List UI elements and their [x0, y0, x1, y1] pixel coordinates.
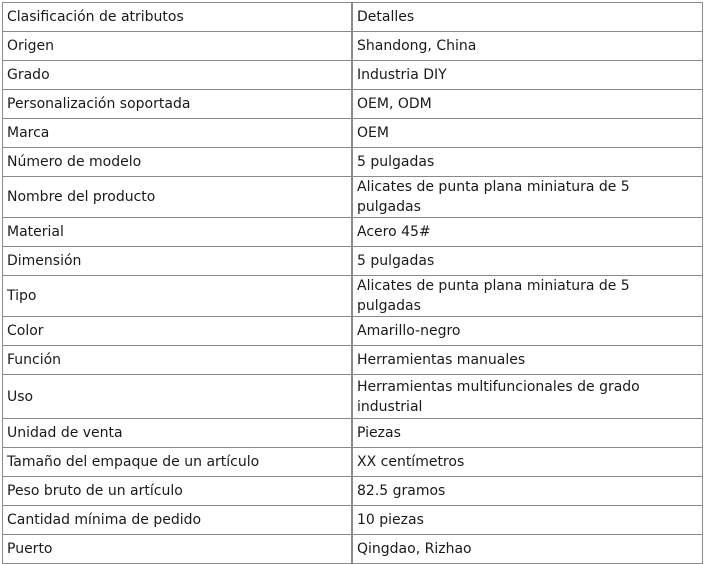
attribute-cell: Marca [3, 119, 352, 148]
table-row [3, 535, 703, 564]
table-row [3, 32, 703, 61]
attribute-cell: Uso [3, 375, 352, 419]
table-row [3, 218, 703, 247]
attribute-cell: Origen [3, 32, 352, 61]
detail-cell: Amarillo-negro [352, 317, 703, 346]
attribute-cell: Personalización soportada [3, 90, 352, 119]
detail-cell: 82.5 gramos [352, 477, 703, 506]
table-row [3, 506, 703, 535]
attribute-cell: Peso bruto de un artículo [3, 477, 352, 506]
detail-cell: Qingdao, Rizhao [352, 535, 703, 564]
detail-cell: OEM [352, 119, 703, 148]
detail-cell: Herramientas manuales [352, 346, 703, 375]
table-row [3, 177, 703, 218]
detail-cell: Industria DIY [352, 61, 703, 90]
attribute-cell: Puerto [3, 535, 352, 564]
table-header-row [3, 3, 703, 32]
attribute-cell: Grado [3, 61, 352, 90]
table-row [3, 419, 703, 448]
detail-cell: Piezas [352, 419, 703, 448]
attribute-cell: Tamaño del empaque de un artículo [3, 448, 352, 477]
table-row [3, 148, 703, 177]
detail-cell: Herramientas multifuncionales de grado industrial [352, 375, 703, 419]
header-attribute: Clasificación de atributos [3, 3, 352, 32]
attribute-cell: Dimensión [3, 247, 352, 276]
table-row [3, 119, 703, 148]
detail-cell: 10 piezas [352, 506, 703, 535]
table-row [3, 276, 703, 317]
table-row [3, 90, 703, 119]
attribute-cell: Función [3, 346, 352, 375]
detail-cell: OEM, ODM [352, 90, 703, 119]
detail-cell: Shandong, China [352, 32, 703, 61]
detail-cell: Alicates de punta plana miniatura de 5 pulgadas [352, 177, 703, 218]
table-row [3, 61, 703, 90]
detail-cell: 5 pulgadas [352, 247, 703, 276]
table-row [3, 375, 703, 419]
detail-cell: XX centímetros [352, 448, 703, 477]
attribute-cell: Número de modelo [3, 148, 352, 177]
detail-cell: 5 pulgadas [352, 148, 703, 177]
attribute-cell: Material [3, 218, 352, 247]
detail-cell: Alicates de punta plana miniatura de 5 pulgadas [352, 276, 703, 317]
detail-cell: Acero 45# [352, 218, 703, 247]
table-row [3, 247, 703, 276]
attribute-cell: Unidad de venta [3, 419, 352, 448]
attribute-cell: Color [3, 317, 352, 346]
table-row [3, 317, 703, 346]
header-details: Detalles [352, 3, 703, 32]
attribute-cell: Tipo [3, 276, 352, 317]
table-row [3, 346, 703, 375]
attribute-cell: Nombre del producto [3, 177, 352, 218]
table-row [3, 477, 703, 506]
attribute-cell: Cantidad mínima de pedido [3, 506, 352, 535]
attributes-table [2, 2, 703, 564]
table-row [3, 448, 703, 477]
